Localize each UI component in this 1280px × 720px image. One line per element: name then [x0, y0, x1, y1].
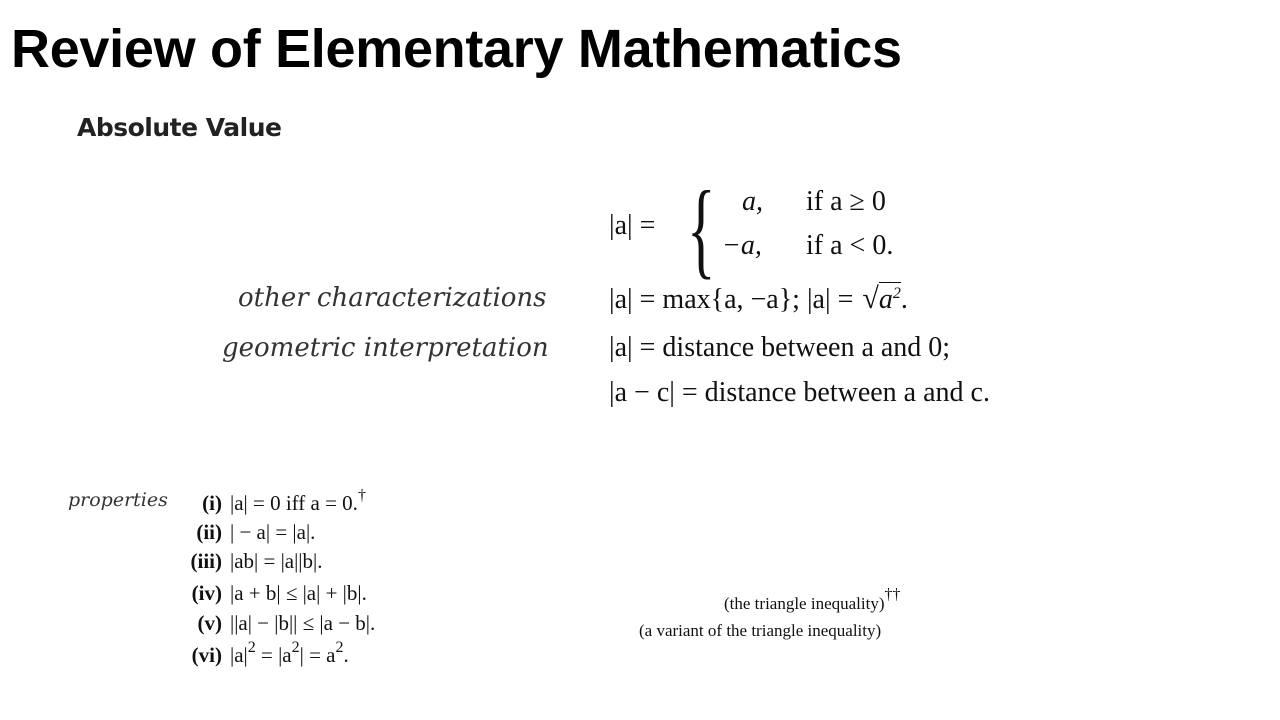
property-item: (v) ||a| − |b|| ≤ |a − b|. — [197, 611, 376, 635]
property-item: (iv) |a + b| ≤ |a| + |b|. — [191, 581, 367, 605]
property-item: (iii) |ab| = |a||b|. — [190, 549, 323, 573]
property-item: (i) |a| = 0 iff a = 0.† — [202, 487, 366, 515]
note-triangle-inequality: (the triangle inequality)†† — [724, 586, 901, 613]
property-item: (ii) | − a| = |a|. — [196, 520, 316, 544]
geometric-line1: |a| = distance between a and 0; — [609, 332, 951, 363]
case2-value: −a, — [722, 230, 762, 261]
characterizations-expr-end: . — [900, 284, 908, 315]
characterizations-expr — [609, 282, 908, 316]
definition-lhs: |a| = — [609, 210, 656, 241]
note-triangle-variant: (a variant of the triangle inequality) — [639, 621, 882, 640]
section-title: Absolute Value — [77, 113, 282, 142]
cases-brace: { — [687, 170, 716, 289]
page-title: Review of Elementary Mathematics — [11, 19, 902, 79]
properties-label: properties — [68, 489, 168, 511]
geometric-line2: |a − c| = distance between a and c. — [609, 377, 990, 408]
sqrt-symbol: √ — [862, 282, 879, 315]
case1-condition: if a ≥ 0 — [806, 186, 886, 217]
sqrt-radicand: $a^2$ — [878, 284, 901, 315]
characterizations-label: other characterizations — [238, 283, 547, 313]
case1-value: a, — [742, 186, 763, 217]
property-item: (vi) $|a|^2 = |a^2| = a^2$. — [191, 639, 349, 667]
characterizations-expr-text: |a| = max{a, −a}; |a| = — [609, 284, 861, 315]
case2-condition: if a < 0. — [806, 230, 894, 261]
sqrt-expression — [860, 282, 900, 316]
geometric-label: geometric interpretation — [222, 333, 549, 363]
